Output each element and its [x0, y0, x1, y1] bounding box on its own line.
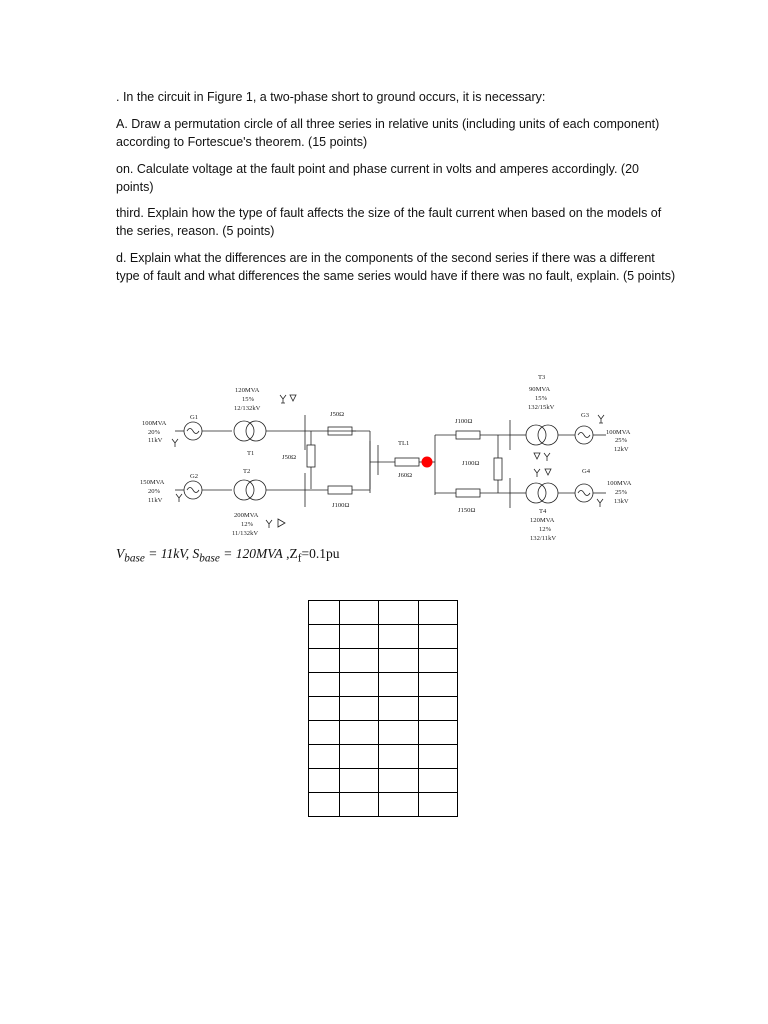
table-cell	[379, 745, 419, 769]
table-cell	[309, 601, 340, 625]
t4-rating: 120MVA	[530, 517, 555, 524]
fault-point	[422, 457, 433, 468]
question-a: A. Draw a permutation circle of all three series in relative units (including units of each component) according to Fortescue's theorem. (15 points)	[116, 117, 660, 149]
t4-name: T4	[539, 508, 547, 515]
table-cell	[419, 601, 458, 625]
zf-sub: f	[297, 552, 302, 565]
table-cell	[340, 649, 379, 673]
t2-rating: 200MVA	[234, 512, 259, 519]
table-cell	[379, 601, 419, 625]
question-c: third. Explain how the type of fault affects the size of the fault current when based on the models of the series, reason. (5 points)	[116, 206, 662, 238]
t1-delta-mark	[290, 395, 296, 401]
g4-wye-mark	[597, 499, 603, 507]
g2-wye-mark	[176, 494, 182, 502]
table-cell	[340, 745, 379, 769]
g3-voltage: 12kV	[614, 446, 629, 453]
table-cell	[340, 721, 379, 745]
table-cell	[419, 697, 458, 721]
t2-ratio: 11/132kV	[232, 530, 259, 537]
g2-x: 20%	[148, 488, 161, 495]
t3-ratio: 132/15kV	[528, 404, 555, 411]
t1-winding-b	[246, 421, 266, 441]
t3-winding-b	[538, 425, 558, 445]
t4-x: 12%	[539, 526, 552, 533]
t4-wye-mark	[534, 469, 540, 477]
t1-rating: 120MVA	[235, 387, 260, 394]
t3-winding-a	[526, 425, 546, 445]
s-base-sub: base	[199, 552, 220, 565]
question-b: on. Calculate voltage at the fault point and phase current in volts and amperes accordingly. (20 points)	[116, 162, 639, 194]
t4-ratio: 132/11kV	[530, 535, 557, 542]
z-top-left-label: J50Ω	[330, 411, 345, 418]
table-cell	[340, 673, 379, 697]
z-mid-right-resistor	[494, 458, 502, 480]
t3-delta-mark	[534, 453, 540, 459]
g2-name: G2	[190, 473, 199, 480]
t2-name: T2	[243, 468, 251, 475]
t2-winding-a	[234, 480, 254, 500]
table-cell	[309, 649, 340, 673]
s-base-symbol: S	[192, 546, 200, 561]
table-cell	[379, 721, 419, 745]
v-base-sub: base	[124, 552, 145, 565]
table-cell	[309, 673, 340, 697]
table-cell	[309, 697, 340, 721]
z-bot-right-label: J150Ω	[458, 507, 476, 514]
table-cell	[309, 793, 340, 817]
t1-ratio: 12/132kV	[234, 405, 261, 412]
table-row	[309, 745, 458, 769]
table-row	[309, 697, 458, 721]
table-row	[309, 673, 458, 697]
t2-x: 12%	[241, 521, 254, 528]
g4-rating: 100MVA	[607, 480, 632, 487]
g4-x: 25%	[615, 489, 628, 496]
table-cell	[419, 745, 458, 769]
table-cell	[379, 769, 419, 793]
t4-winding-a	[526, 483, 546, 503]
z-mid-left-resistor	[307, 445, 315, 467]
g1-voltage: 11kV	[148, 437, 163, 444]
g1-wye-mark	[172, 439, 178, 447]
table-row	[309, 625, 458, 649]
tl-resistor	[395, 458, 419, 466]
base-values-equation	[116, 546, 339, 565]
table-row	[309, 793, 458, 817]
table-cell	[309, 625, 340, 649]
t4-winding-b	[538, 483, 558, 503]
table-cell	[419, 649, 458, 673]
table-cell	[309, 745, 340, 769]
v-base-value: = 11kV,	[144, 546, 193, 561]
t3-name: T3	[538, 374, 546, 381]
table-cell	[419, 673, 458, 697]
table-cell	[379, 625, 419, 649]
s-base-value: = 120MVA	[219, 546, 283, 561]
g4-voltage: 13kV	[614, 498, 629, 505]
g2-voltage: 11kV	[148, 497, 163, 504]
z-mid-left-label: J50Ω	[282, 454, 297, 461]
table-cell	[419, 625, 458, 649]
table-cell	[419, 793, 458, 817]
zf-value: =0.1pu	[301, 546, 340, 561]
table-cell	[309, 721, 340, 745]
t2-delta-mark	[278, 519, 285, 527]
table-cell	[340, 625, 379, 649]
t1-wye-ground-mark	[280, 395, 286, 403]
table-cell	[379, 673, 419, 697]
t4-delta-mark	[545, 469, 551, 475]
g3-name: G3	[581, 412, 590, 419]
table-cell	[340, 601, 379, 625]
table-cell	[419, 769, 458, 793]
z-bot-right-resistor	[456, 489, 480, 497]
table-cell	[340, 769, 379, 793]
t2-winding-b	[246, 480, 266, 500]
table-cell	[309, 769, 340, 793]
table-row	[309, 649, 458, 673]
table-row	[309, 721, 458, 745]
t1-name: T1	[247, 450, 255, 457]
g4-name: G4	[582, 468, 591, 475]
table-cell	[379, 793, 419, 817]
z-top-right-resistor	[456, 431, 480, 439]
g3-x: 25%	[615, 437, 628, 444]
table-cell	[419, 721, 458, 745]
table-cell	[340, 793, 379, 817]
table-cell	[379, 697, 419, 721]
table-cell	[379, 649, 419, 673]
table-cell	[340, 697, 379, 721]
g2-rating: 150MVA	[140, 479, 165, 486]
t3-x: 15%	[535, 395, 548, 402]
tl-impedance: J60Ω	[398, 472, 413, 479]
g3-wye-mark	[598, 415, 604, 423]
z-bot-left-resistor	[328, 486, 352, 494]
z-bot-left-label: J100Ω	[332, 502, 350, 509]
v-base-symbol: V	[116, 546, 125, 561]
tl-name: TL1	[398, 440, 410, 447]
g3-rating: 100MVA	[606, 429, 631, 436]
t2-wye-mark	[266, 520, 272, 528]
question-intro: . In the circuit in Figure 1, a two-phase short to ground occurs, it is necessary:	[116, 90, 546, 104]
table-row	[309, 601, 458, 625]
t1-winding-a	[234, 421, 254, 441]
g1-name: G1	[190, 414, 199, 421]
t1-x: 15%	[242, 396, 255, 403]
t3-wye-mark	[544, 453, 550, 461]
empty-answer-table	[308, 600, 458, 817]
z-mid-right-label: J100Ω	[462, 460, 480, 467]
t3-rating: 90MVA	[529, 386, 551, 393]
g1-x: 20%	[148, 429, 161, 436]
zf-symbol: ,Z	[282, 546, 298, 561]
z-top-right-label: J100Ω	[455, 418, 473, 425]
circuit-diagram	[130, 365, 650, 550]
g1-rating: 100MVA	[142, 420, 167, 427]
question-d: d. Explain what the differences are in the components of the second series if there was a different type of fault and what differences the same series would have if there was no fault, explain. (5 points)	[116, 251, 676, 283]
table-row	[309, 769, 458, 793]
